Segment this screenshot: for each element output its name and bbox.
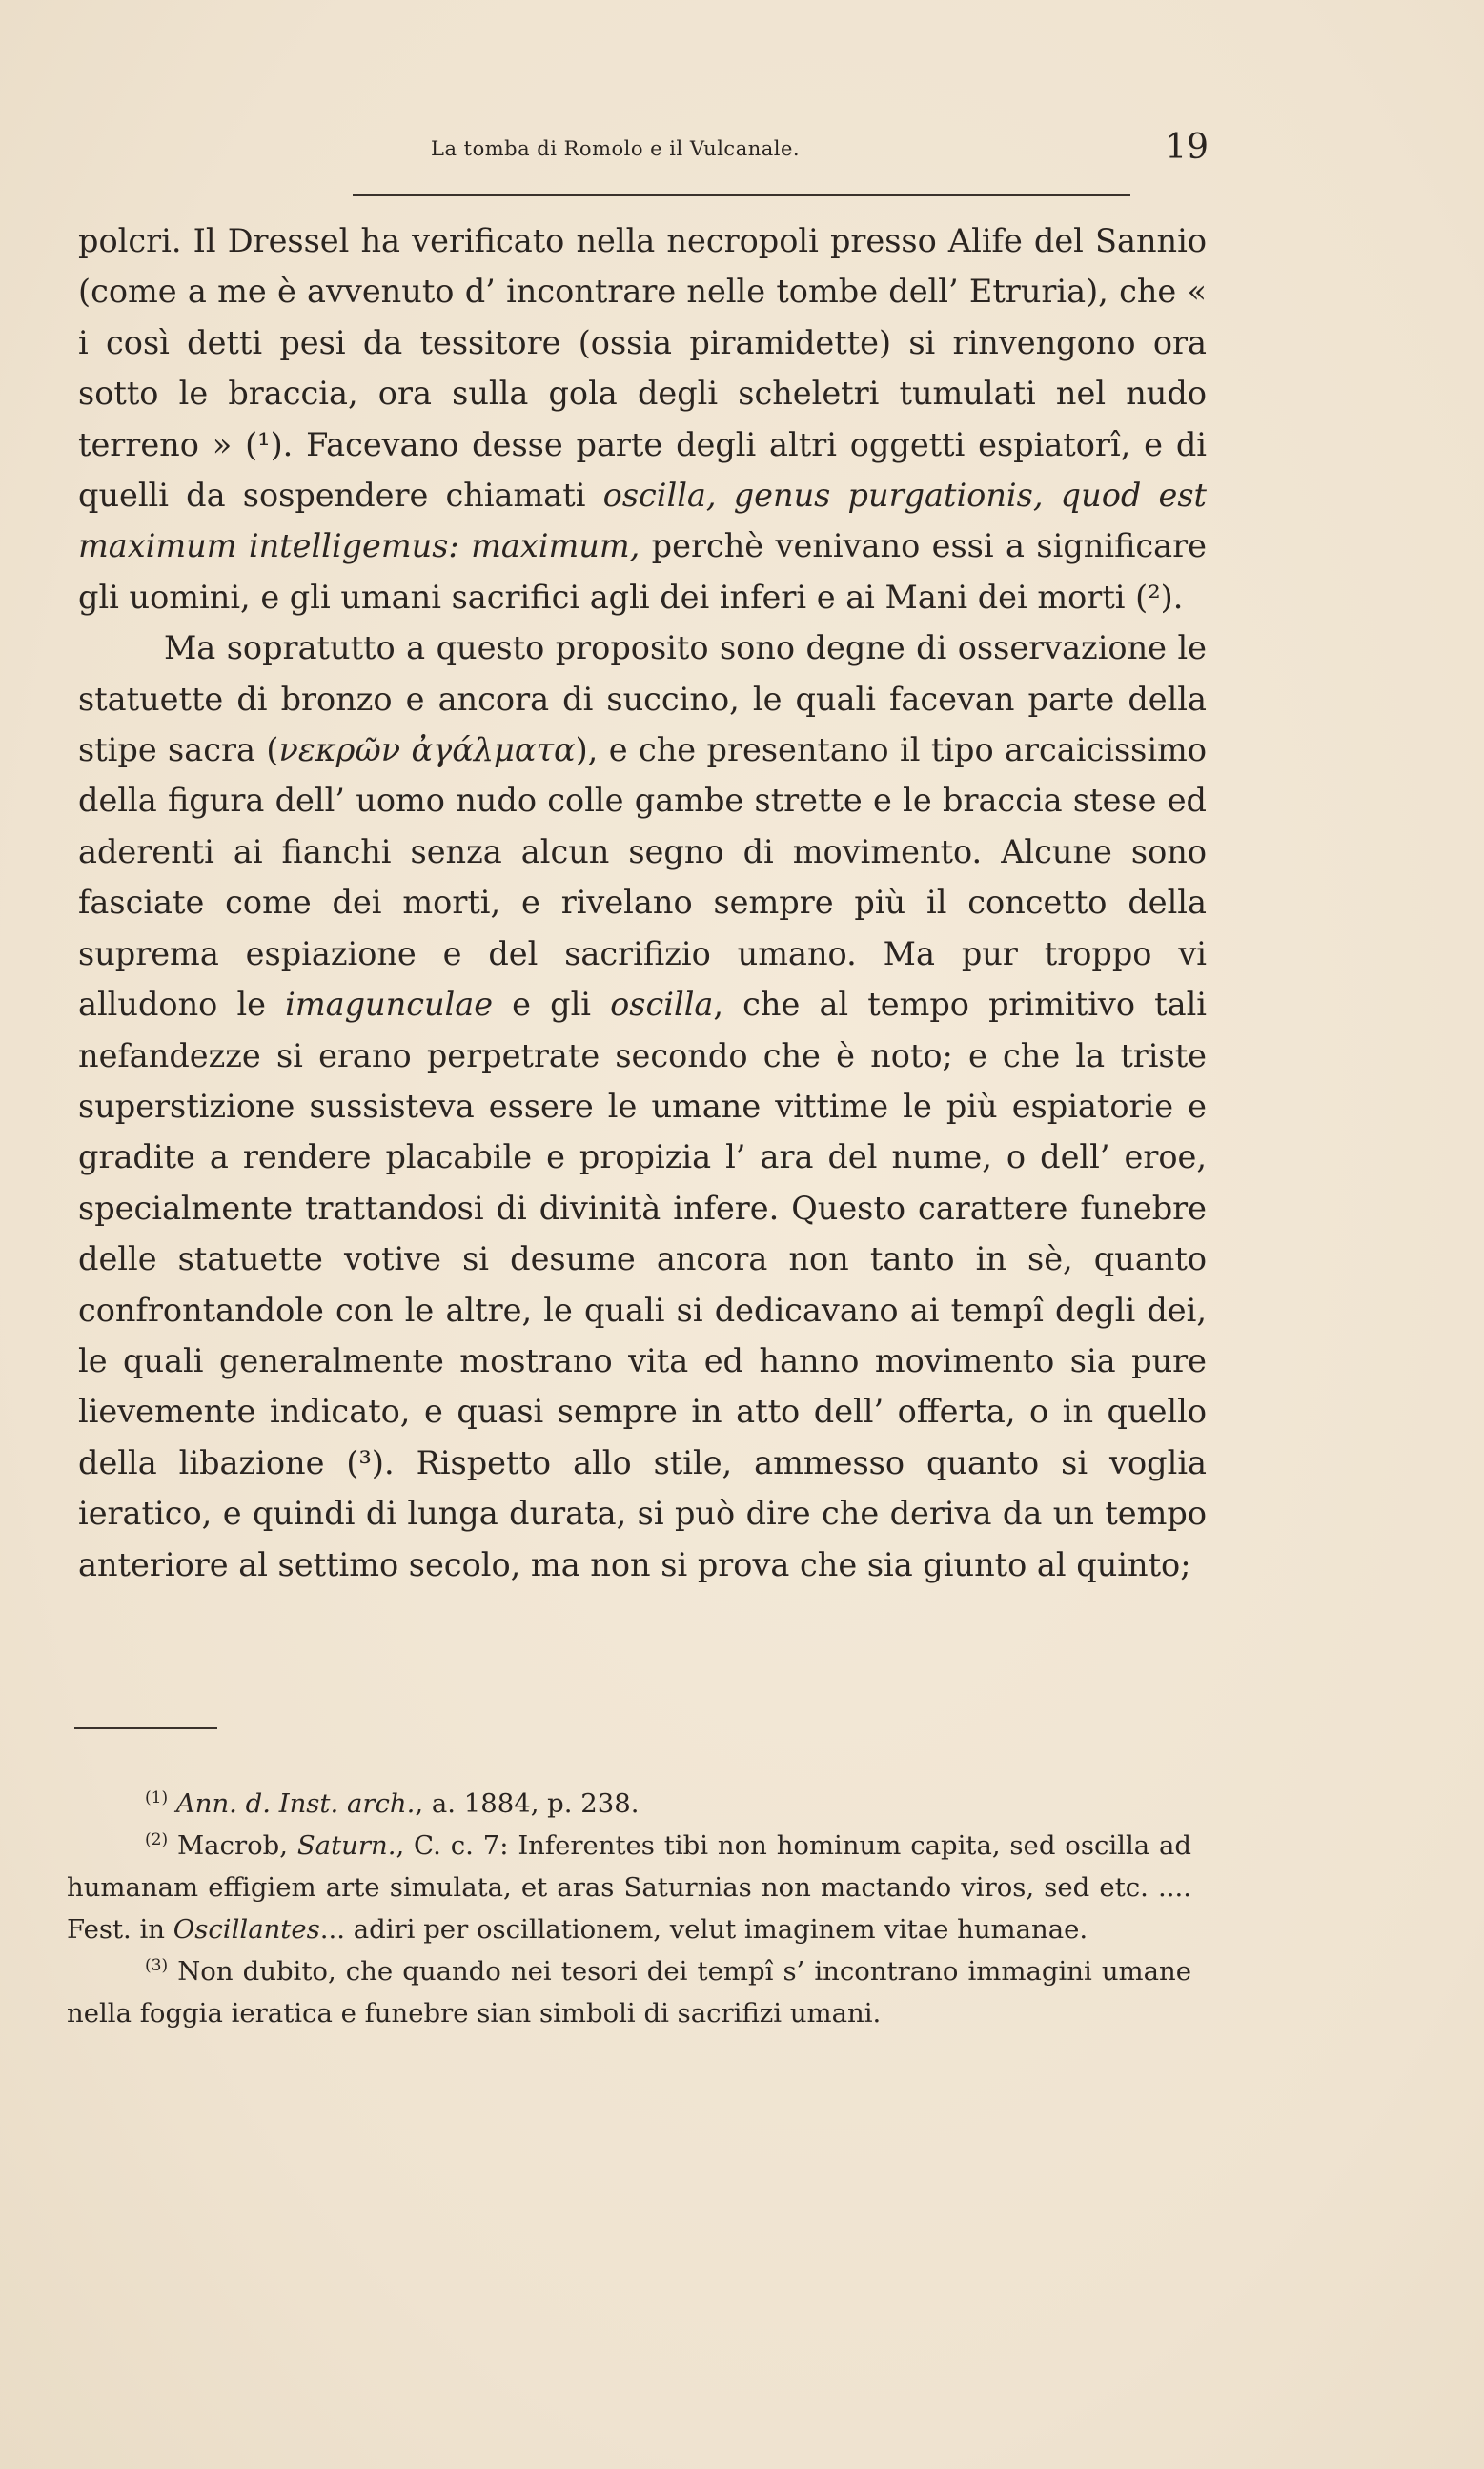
footnotes (67, 1783, 1191, 2034)
italic-citation: Saturn. (296, 1830, 396, 1861)
italic-citation: Ann. d. Inst. arch. (175, 1788, 416, 1819)
footnote-marker: (1) (145, 1787, 169, 1807)
paragraph-1 (78, 215, 1207, 622)
text-run: . (1172, 578, 1184, 616)
italic-term: imagunculae (285, 986, 494, 1024)
text-run: Ma sopratutto a questo proposito sono degne di osservazione le statuette di bronzo e ancora di succino, le quali facevan parte della stipe sacra ( (78, 629, 1207, 769)
footnote-ref-2: (²) (1135, 578, 1173, 616)
italic-quote: oscilla, genus purgationis, quod est maximum intelligemus: maximum, (78, 477, 1207, 565)
text-run: , che al tempo primitivo tali nefandezze si erano perpetrate secondo che è noto; e che la triste superstizione sussisteva essere le umane vittime le più espiatorie e gradite a rendere placabile e propizia l’ ara del nume, o dell’ eroe, specialmente trattandosi di divinità infere. Questo carattere funebre delle statuette votive si desume ancora non tanto in sè, quanto confrontandole con le altre, le quali si dedicavano ai tempî degli dei, le quali generalmente mostrano vita ed hanno movimento sia pure lievemente indicato, e quasi sempre in atto dell’ offerta, o in quello della libazione (78, 986, 1207, 1481)
text-run: . Facevano desse parte degli altri oggetti espiatorî, e di quelli da sospendere chiamati (78, 425, 1207, 515)
footnote-rule (74, 1727, 217, 1729)
text-run: , C. c. 7: Inferentes tibi non hominum capita, sed oscilla ad humanam effigiem arte simulata, et aras Saturnias non mactando viros, sed etc. .... Fest. in (67, 1830, 1191, 1945)
page-number: 19 (1165, 128, 1209, 167)
greek-phrase: νεκρῶν ἀγάλματα (278, 731, 576, 769)
footnote-marker: (2) (145, 1829, 169, 1849)
text-run: ), e che presentano il tipo arcaicissimo della figura dell’ uomo nudo colle gambe strette e le braccia stese ed aderenti ai fianchi senza alcun segno di movimento. Alcune sono fasciate come dei morti, e rivelano sempre più il concetto della suprema espiazione e del sacrifizio umano. Ma pur troppo vi alludono le (78, 731, 1207, 1024)
text-run: . Rispetto allo stile, ammesso quanto si voglia ieratico, e quindi di lunga durata, si può dire che deriva da un tempo anteriore al settimo secolo, ma non si prova che sia giunto al quinto; (78, 1443, 1208, 1583)
italic-citation: Oscillantes (173, 1914, 320, 1945)
text-run: Macrob, (176, 1830, 297, 1861)
text-run: polcri. Il Dressel ha verificato nella necropoli presso Alife del Sannio (come a me è avvenuto d’ incontrare nelle tombe dell’ Etruria), che « i così detti pesi da tessitore (ossia piramidette) si rinvengono ora sotto le braccia, ora sulla gola degli scheletri tumulati nel nudo terreno » (78, 222, 1207, 463)
footnote-1 (67, 1783, 1191, 1825)
text-run: e gli (493, 986, 611, 1024)
italic-term: oscilla (610, 986, 714, 1024)
footnote-ref-3: (³) (346, 1443, 384, 1481)
text-run: ... adiri per oscillationem, velut imaginem vitae humanae. (319, 1914, 1088, 1945)
paragraph-2 (78, 622, 1207, 1590)
running-title: La tomba di Romolo e il Vulcanale. (431, 137, 801, 160)
text-run: , a. 1884, p. 238. (415, 1788, 640, 1819)
header-rule (353, 194, 1130, 196)
page-header (78, 128, 1209, 181)
text-run: perchè venivano essi a significare gli uomini, e gli umani sacrifici agli dei inferi e ai Mani dei morti (78, 527, 1207, 616)
text-run: Non dubito, che quando nei tesori dei tempî s’ incontrano immagini umane nella foggia ieratica e funebre sian simboli di sacrifizi umani. (67, 1956, 1192, 2029)
footnote-marker: (3) (145, 1955, 169, 1975)
footnote-ref-1: (¹) (245, 425, 283, 463)
footnote-3 (67, 1950, 1191, 2034)
footnote-2 (67, 1825, 1191, 1950)
main-text (78, 215, 1207, 1590)
